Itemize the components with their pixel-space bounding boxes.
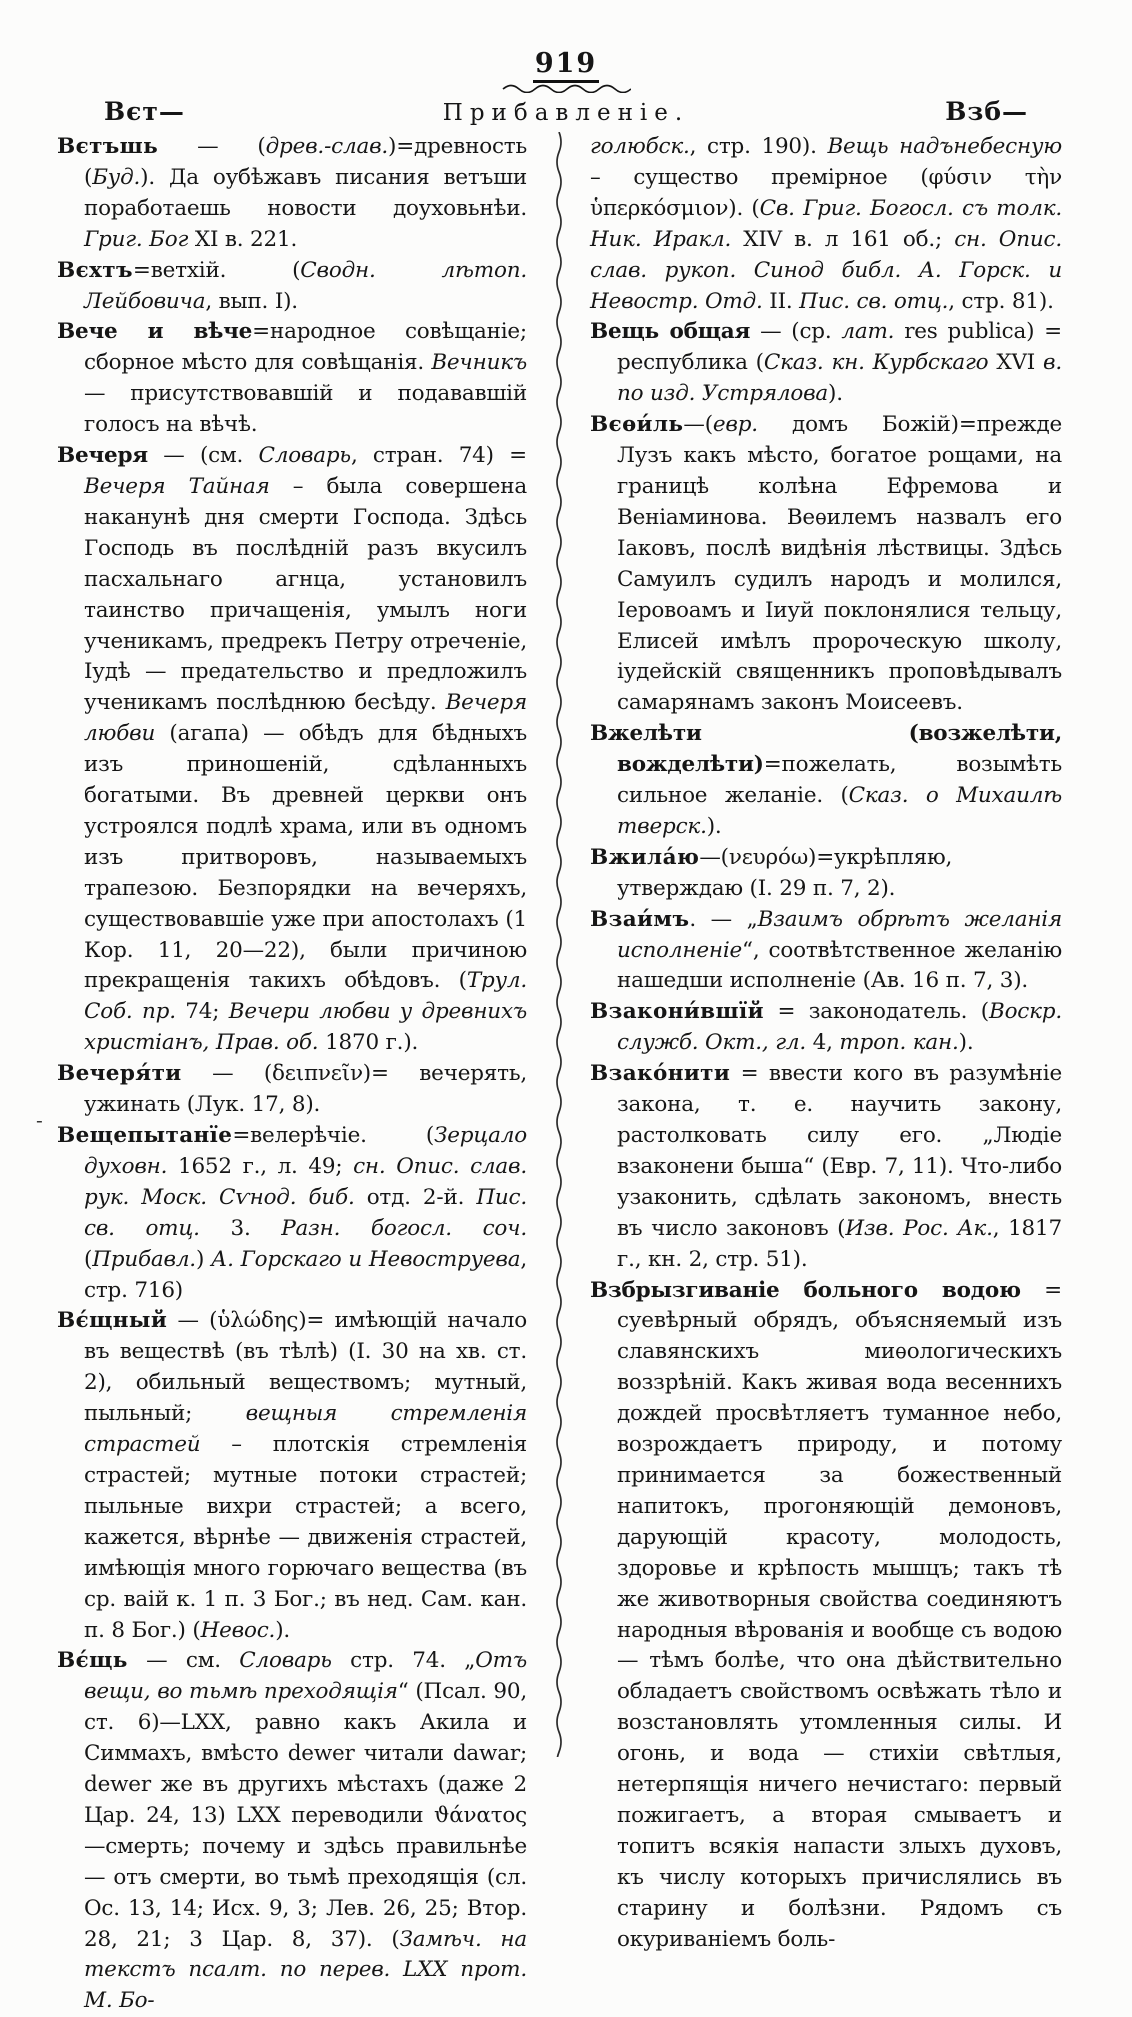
entry-headword: Вече и вѣче xyxy=(57,319,253,345)
entry-headword: Вєхтъ xyxy=(57,257,133,283)
dictionary-entry xyxy=(590,317,1062,410)
page-number-squiggle-underline xyxy=(501,83,631,93)
entry-headword: Взако́нити xyxy=(590,1061,731,1087)
entry-body: = ввести кого въ разумѣніе закона, т. е. научить закону, растолковать силу его. „Людіе взаконени быша“ (Евр. 7, 11). Что-либо узаконить, сдѣлать закономъ, внесть въ число законовъ (Изв. Рос. Ак., 1817 г., кн. 2, стр. 51). xyxy=(617,1061,1062,1272)
right-column xyxy=(590,132,1062,2017)
entry-headword: Вечеря́ти xyxy=(57,1061,182,1087)
page-number: 919 xyxy=(534,48,598,79)
dictionary-entry xyxy=(590,410,1062,719)
left-column xyxy=(57,132,527,2017)
entry-body: — см. Словарь стр. 74. „Отъ вещи, во тьмѣ преходящія“ (Псал. 90, ст. 6)—LXX, равно какъ Акила и Симмахъ, вмѣсто dewer читали dawar; dewer же въ другихъ мѣстахъ (даже 2 Цар. 24, 13) LXX переводили ϑάνατος—смерть; почему и здѣсь правильнѣе — отъ смерти, во тьмѣ преходящія (сл. Ос. 13, 14; Исх. 9, 3; Лев. 26, 25; Втор. 28, 21; 3 Цар. 8, 37). (Замѣч. на текстъ псалт. по перев. LXX прот. М. Бо- xyxy=(84,1648,528,2014)
entry-headword: Вєѳи́ль xyxy=(590,412,684,438)
entry-body: —(νευρόω)=укрѣпляю, утверждаю (І. 29 п. 7, 2). xyxy=(617,844,953,901)
entry-body: — (см. Словарь, стран. 74) = Вечеря Тайная – была совершена наканунѣ дня смерти Господа. Здѣсь Господь въ послѣдній разъ вкусилъ пасхальнаго агнца, установилъ таинство причащенія, умылъ ноги ученикамъ, предрекъ Петру отреченіе, Іудѣ — предательство и предложилъ ученикамъ послѣднюю бесѣду. Вечеря любви (агапа) — обѣдъ для бѣдныхъ изъ приношеній, сдѣланныхъ богатыми. Въ древней церкви онъ устроялся подлѣ храма, или въ одномъ изъ притворовъ, называемыхъ трапезою. Безпорядки на вечеряхъ, существовавшіе уже при апостолахъ (1 Кор. 11, 20—22), были причиною прекращенія такихъ обѣдовъ. (Трул. Соб. пр. 74; Вечери любви у древнихъ христіанъ, Прав. об. 1870 г.). xyxy=(84,443,528,1056)
dictionary-entry xyxy=(57,132,527,256)
entry-headword: Вещепытанїе xyxy=(57,1123,233,1148)
dictionary-entry xyxy=(57,317,527,441)
dictionary-entry xyxy=(590,1276,1062,1956)
entry-body: — (ср. лат. res publica) = республика (Сказ. кн. Курбскаго XVI в. по изд. Устрялова). xyxy=(617,319,1062,407)
running-head-title: Прибавленіе. xyxy=(442,100,690,126)
scan-artifact-dash: - xyxy=(36,1108,43,1132)
entry-headword: Вєтъшь xyxy=(57,134,159,159)
entry-body: = суевѣрный обрядъ, объясняемый изъ славянскихъ миѳологическихъ воззрѣній. Какъ живая вода весеннихъ дождей просвѣтляетъ туманное небо, возрождаетъ природу, и потому принимается за божественный напитокъ, прогоняющій демоновъ, дарующій красоту, молодость, здоровье и крѣпость мышцъ; такъ тѣ же животворныя свойства соединяютъ народныя вѣрованія и вообще съ водою — тѣмъ болѣе, что она дѣйствительно обладаетъ свойствомъ освѣжать тѣло и возстановлять утомленныя силы. И огонь, и вода — стихіи свѣтлыя, нетерпящія ничего нечистаго: первый пожигаетъ, а вторая смываетъ и топитъ всякія напасти злыхъ духовъ, къ числу которыхъ причислялись въ старину и болѣзни. Рядомъ съ окуриваніемъ боль- xyxy=(617,1277,1062,1952)
entry-body: — (ὑλώδης)= имѣющій начало въ веществѣ (въ тѣлѣ) (І. 30 на хв. ст. 2), обильный веществомъ; мутный, пыльный; вещныя стремленія страстей – плотскія стремленія страстей; мутные потоки страстей; пыльные вихри страстей; а всего, кажется, вѣрнѣе — движенія страстей, имѣющія много горючаго вещества (въ ср. ваій к. 1 п. 3 Бог.; въ нед. Сам. кан. п. 8 Бог.) (Невос.). xyxy=(84,1308,528,1643)
entry-body: =народное совѣщаніе; сборное мѣсто для совѣщанія. Вечникъ — присутствовавшій и подававшій голосъ на вѣчѣ. xyxy=(84,319,527,438)
entry-body: голюбск., стр. 190). Вещь надънебесную – существо премірное (φύσιν τὴν ὑπερκόσμιον). (Св. Григ. Богосл. съ толк. Ник. Иракл. XIV в. л 161 об.; сн. Опис. слав. рукоп. Синод библ. А. Горск. и Невостр. Отд. II. Пис. св. отц., стр. 81). xyxy=(590,134,1062,314)
dictionary-entry xyxy=(57,256,527,318)
text-columns xyxy=(57,132,1132,2017)
entry-headword: Вещь общая xyxy=(590,319,751,345)
dictionary-entry xyxy=(590,997,1062,1059)
running-head-right-catchword: Взб— xyxy=(945,97,1028,126)
entry-headword: Взбрызгиваніе больного водою xyxy=(590,1277,1021,1303)
dictionary-entry xyxy=(57,1059,527,1121)
entry-headword: Вє́щь xyxy=(57,1648,128,1674)
column-divider-area xyxy=(527,132,590,2017)
running-head-left-catchword: Вєт— xyxy=(104,97,185,126)
running-head xyxy=(62,97,1070,126)
entry-headword: Вє́щный xyxy=(57,1308,168,1334)
dictionary-entry xyxy=(590,132,1062,317)
dictionary-entry xyxy=(57,1306,527,1646)
dictionary-entry xyxy=(590,719,1062,843)
entry-body: =пожелать, возымѣть сильное желаніе. (Сказ. о Михаилѣ тверск.). xyxy=(617,752,1062,839)
entry-headword: Вечеря xyxy=(57,443,148,469)
entry-headword: Взакони́вшїй xyxy=(590,999,764,1025)
wavy-column-divider-line xyxy=(552,132,566,1757)
dictionary-entry xyxy=(590,905,1062,998)
entry-body: —(евр. домъ Божій)=прежде Лузъ какъ мѣсто, богатое рощами, на границѣ колѣна Ефремова и Веніаминова. Веѳилемъ назвалъ его Іаковъ, послѣ видѣнія лѣствицы. Здѣсь Самуилъ судилъ народъ и молился, Іеровоамъ и Іиуй поклонялися тельцу, Елисей имѣлъ пророческую школу, іудейскій священникъ проповѣдывалъ самарянамъ законъ Моисеевъ. xyxy=(617,412,1062,716)
entry-body: = законодатель. (Воскр. служб. Окт., гл. 4, троп. кан.). xyxy=(617,999,1062,1056)
entry-headword: Взаи́мъ xyxy=(590,906,690,932)
entry-body: — (древ.-слав.)=древность (Буд.). Да оубѣжавъ писания ветъши поработаешь новости доуховьнѣи. Григ. Бог XI в. 221. xyxy=(84,134,527,252)
dictionary-entry xyxy=(57,1646,527,2017)
dictionary-entry xyxy=(57,1121,527,1306)
entry-headword: Вжелѣти (возжелѣти, вожделѣти) xyxy=(590,721,1062,778)
entry-body: =велерѣчіе. (Зерцало духовн. 1652 г., л. 49; сн. Опис. слав. рук. Моск. Сѵнод. биб. отд. 2-й. Пис. св. отц. 3. Разн. богосл. соч. (Прибавл.) А. Горскаго и Невоструева, стр. 716) xyxy=(84,1123,527,1303)
dictionary-entry xyxy=(590,843,1062,905)
entry-body: — (δειπνεῖν)= вечерять, ужинать (Лук. 17, 8). xyxy=(84,1061,527,1118)
entry-body: =ветхій. (Сводн. лѣтоп. Лейбовича, вып. I). xyxy=(84,257,527,314)
entry-body: . — „Взаимъ обрѣтъ желанія исполненіе“, соотвѣтственное желанію нашедши исполненіе (Ав. 16 п. 7, 3). xyxy=(617,906,1062,994)
dictionary-entry xyxy=(590,1059,1062,1275)
dictionary-entry xyxy=(57,441,527,1059)
entry-headword: Вжила́ю xyxy=(590,844,700,870)
